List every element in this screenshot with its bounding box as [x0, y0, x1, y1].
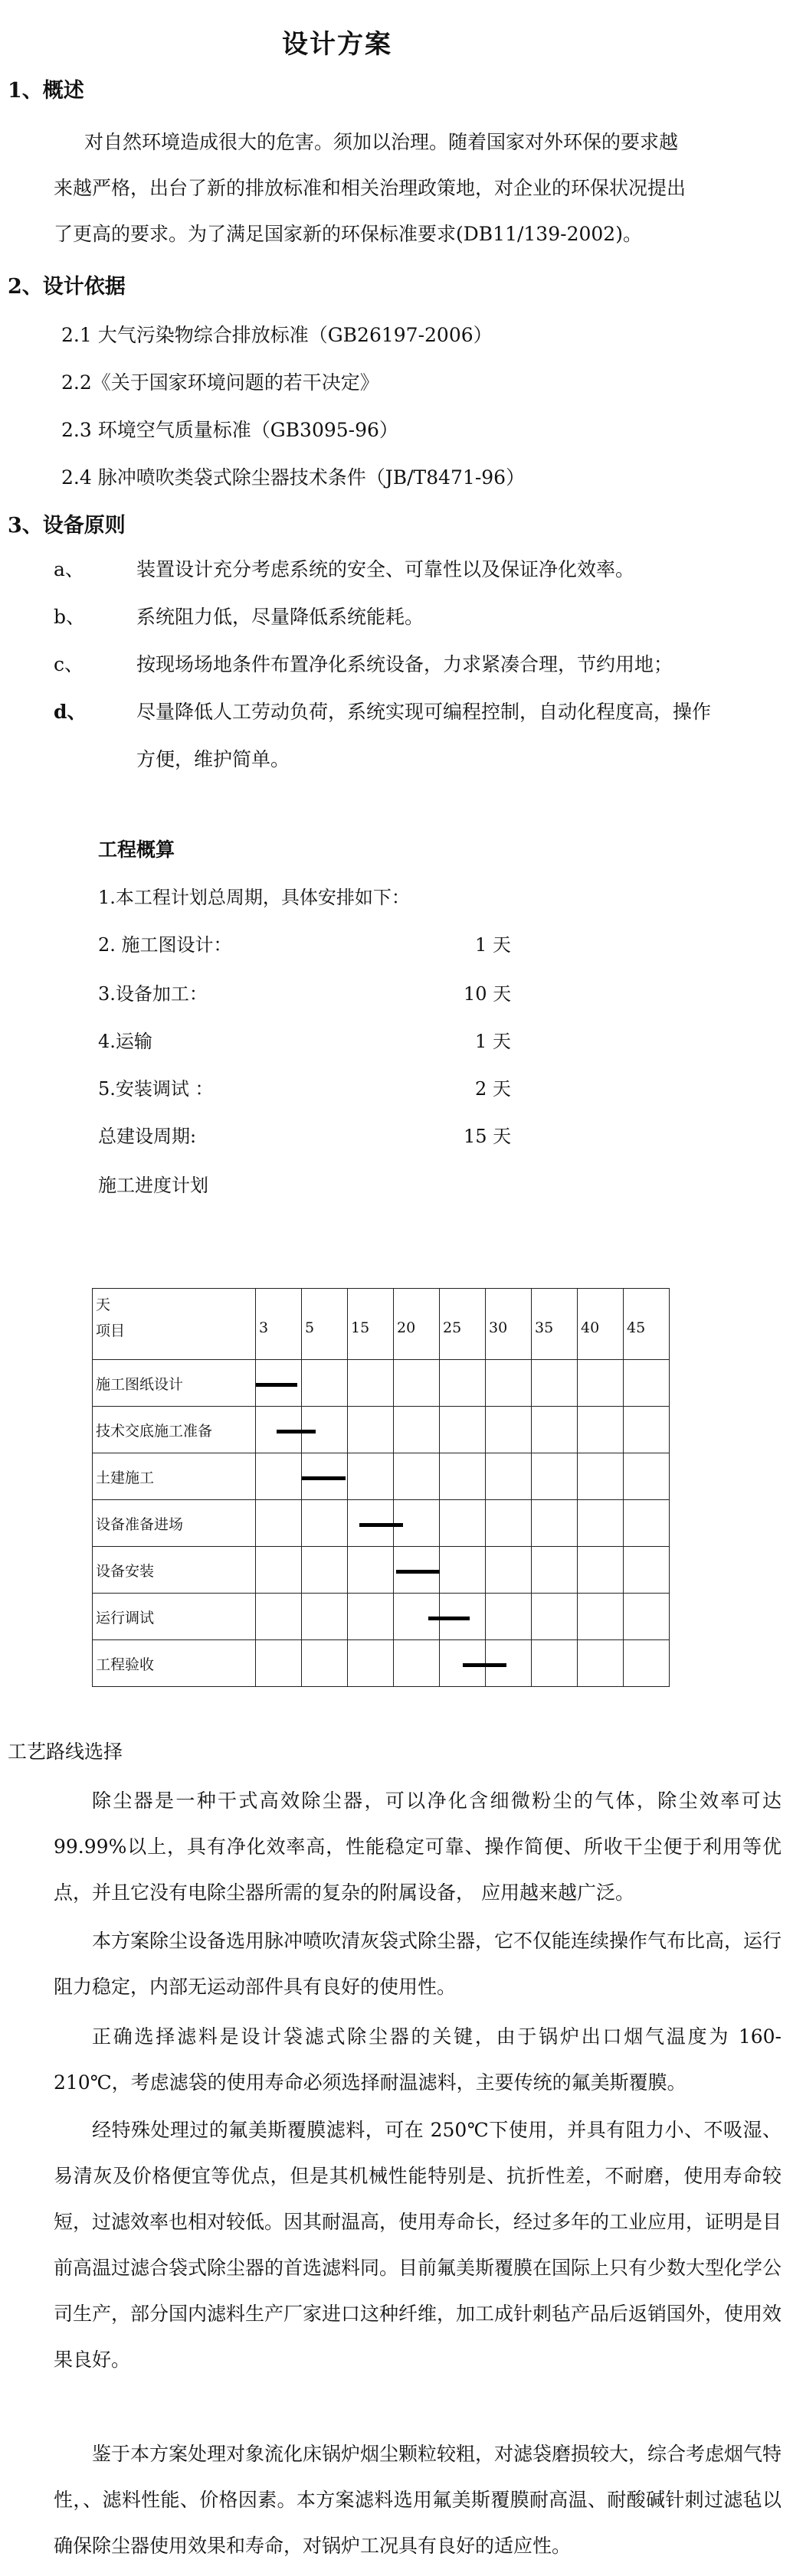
schedule-cell	[256, 1407, 302, 1453]
task-bar	[302, 1476, 346, 1480]
principle-text-a: 装置设计充分考虑系统的安全、可靠性以及保证净化效率。	[136, 558, 635, 580]
task-bar	[428, 1617, 470, 1620]
tick-cell	[348, 1289, 394, 1360]
tick-label: 45	[627, 1319, 646, 1336]
principle-text-b: 系统阻力低，尽量降低系统能耗。	[136, 606, 424, 628]
schedule-cell	[302, 1500, 348, 1547]
schedule-cell	[486, 1500, 532, 1547]
schedule-cell	[624, 1360, 670, 1407]
schedule-cell	[532, 1407, 578, 1453]
schedule-cell	[532, 1594, 578, 1640]
schedule-cell	[578, 1594, 624, 1640]
basis-item-4: 2.4 脉冲喷吹类袋式除尘器技术条件（JB/T8471-96）	[61, 466, 526, 489]
schedule-cell	[348, 1360, 394, 1407]
schedule-cell	[256, 1453, 302, 1500]
overview-line-3: 了更高的要求。为了满足国家新的环保标准要求(DB11/139-2002)。	[54, 223, 642, 245]
process-paragraph-5: 鉴于本方案处理对象流化床锅炉烟尘颗粒较粗，对滤袋磨损较大，综合考虑烟气特性，、滤料性能、价格因素。本方案滤料选用氟美斯覆膜耐高温、耐酸碱针刺过滤毡以确保除尘器使用效果和寿命，对锅炉工况具有良好的适应性。	[54, 2443, 782, 2557]
basis-item-1: 2.1 大气污染物综合排放标准（GB26197-2006）	[61, 324, 493, 346]
schedule-cell	[532, 1547, 578, 1594]
schedule-cell	[440, 1547, 486, 1594]
header-item-label: 项目	[96, 1322, 126, 1339]
schedule-cell	[624, 1594, 670, 1640]
task-name: 设备准备进场	[93, 1500, 256, 1547]
schedule-cell	[394, 1407, 440, 1453]
schedule-cell	[256, 1547, 302, 1594]
schedule-cell	[532, 1360, 578, 1407]
tick-label: 25	[443, 1319, 462, 1336]
schedule-cell	[394, 1640, 440, 1687]
estimate-row-label: 5.安装调试 ：	[98, 1078, 214, 1100]
tick-cell	[532, 1289, 578, 1360]
schedule-cell	[256, 1360, 302, 1407]
schedule-row	[93, 1594, 670, 1640]
schedule-cell	[440, 1360, 486, 1407]
task-name: 设备安装	[93, 1547, 256, 1594]
principle-text-d-cont: 方便，维护简单。	[136, 748, 290, 770]
basis-item-3: 2.3 环境空气质量标准（GB3095-96）	[61, 419, 398, 441]
schedule-cell	[532, 1453, 578, 1500]
tick-cell	[394, 1289, 440, 1360]
schedule-row	[93, 1453, 670, 1500]
schedule-cell	[348, 1407, 394, 1453]
principle-text-c: 按现场场地条件布置净化系统设备，力求紧凑合理，节约用地；	[136, 653, 673, 675]
schedule-cell	[302, 1547, 348, 1594]
schedule-cell	[256, 1594, 302, 1640]
principle-mark-a: a、	[54, 558, 84, 580]
schedule-cell	[440, 1407, 486, 1453]
schedule-header-cell	[93, 1289, 256, 1360]
tick-label: 20	[397, 1319, 416, 1336]
task-bar	[396, 1570, 440, 1574]
schedule-cell	[256, 1500, 302, 1547]
overview-line-1: 对自然环境造成很大的危害。须加以治理。随着国家对外环保的要求越	[84, 131, 679, 153]
section-heading-basis: 2、设计依据	[8, 275, 126, 299]
principle-mark-b: b、	[54, 606, 86, 628]
schedule-cell	[302, 1360, 348, 1407]
task-name: 土建施工	[93, 1453, 256, 1500]
page-title: 设计方案	[282, 29, 392, 60]
principle-mark-c: c、	[54, 653, 84, 675]
schedule-cell	[256, 1640, 302, 1687]
schedule-row	[93, 1640, 670, 1687]
estimate-row-days: 15 天	[464, 1126, 512, 1147]
task-bar	[359, 1523, 403, 1527]
estimate-row-label: 2. 施工图设计：	[98, 934, 232, 956]
schedule-cell	[624, 1640, 670, 1687]
schedule-cell	[578, 1453, 624, 1500]
section-heading-overview: 1、概述	[8, 79, 84, 103]
schedule-cell	[578, 1360, 624, 1407]
schedule-cell	[348, 1594, 394, 1640]
tick-label: 15	[351, 1319, 370, 1336]
process-paragraph-2: 本方案除尘设备选用脉冲喷吹清灰袋式除尘器，它不仅能连续操作气布比高，运行阻力稳定，内部无运动部件具有良好的使用性。	[54, 1930, 782, 1998]
process-paragraph-1: 除尘器是一种干式高效除尘器，可以净化含细微粉尘的气体，除尘效率可达 99.99%以上，具有净化效率高，性能稳定可靠、操作简便、所收干尘便于利用等优点，并且它没有电除尘器所需的复杂的附属设备， 应用越来越广泛。	[54, 1790, 782, 1904]
schedule-cell	[578, 1500, 624, 1547]
tick-cell	[486, 1289, 532, 1360]
schedule-table	[92, 1288, 670, 1687]
principle-mark-d: d、	[54, 701, 87, 723]
task-bar	[463, 1663, 506, 1667]
header-day-label: 天	[96, 1296, 111, 1313]
schedule-cell	[394, 1453, 440, 1500]
tick-cell	[302, 1289, 348, 1360]
schedule-cell	[486, 1360, 532, 1407]
schedule-cell	[440, 1500, 486, 1547]
schedule-cell	[394, 1360, 440, 1407]
basis-item-2: 2.2《关于国家环境问题的若干决定》	[61, 371, 379, 394]
task-name: 工程验收	[93, 1640, 256, 1687]
tick-cell	[624, 1289, 670, 1360]
tick-label: 35	[535, 1319, 554, 1336]
task-bar	[277, 1430, 316, 1433]
tick-label: 30	[489, 1319, 508, 1336]
estimate-row-days: 1 天	[475, 1031, 511, 1052]
estimate-heading: 工程概算	[98, 839, 175, 861]
estimate-row-label: 总建设周期:	[98, 1126, 197, 1147]
schedule-row	[93, 1500, 670, 1547]
estimate-row-label: 3.设备加工：	[98, 983, 208, 1005]
tick-cell	[256, 1289, 302, 1360]
schedule-cell	[624, 1407, 670, 1453]
schedule-row	[93, 1547, 670, 1594]
schedule-cell	[578, 1640, 624, 1687]
tick-label: 40	[581, 1319, 600, 1336]
plan-title: 施工进度计划	[98, 1175, 208, 1196]
estimate-row-days: 10 天	[464, 983, 512, 1005]
process-paragraph-4: 经特殊处理过的氟美斯覆膜滤料，可在 250℃下使用，并具有阻力小、不吸湿、易清灰及价格便宜等优点，但是其机械性能特别是、抗折性差，不耐磨，使用寿命较短，过滤效率也相对较低。因其耐温高，使用寿命长，经过多年的工业应用，证明是目前高温过滤合袋式除尘器的首选滤料同。目前氟美斯覆膜在国际上只有少数大型化学公司生产，部分国内滤料生产厂家进口这种纤维，加工成针刺毡产品后返销国外，使用效果良好。	[54, 2119, 782, 2371]
estimate-row-label: 4.运输	[98, 1031, 152, 1052]
schedule-row	[93, 1407, 670, 1453]
schedule-row	[93, 1360, 670, 1407]
schedule-header-row	[93, 1289, 670, 1360]
schedule-cell	[302, 1640, 348, 1687]
schedule-cell	[486, 1407, 532, 1453]
task-name: 施工图纸设计	[93, 1360, 256, 1407]
tick-label: 3	[259, 1319, 269, 1336]
schedule-cell	[532, 1500, 578, 1547]
process-heading: 工艺路线选择	[8, 1741, 123, 1763]
tick-cell	[578, 1289, 624, 1360]
section-heading-principles: 3、设备原则	[8, 514, 126, 538]
schedule-cell	[578, 1547, 624, 1594]
schedule-cell	[348, 1453, 394, 1500]
task-name: 运行调试	[93, 1594, 256, 1640]
schedule-cell	[624, 1547, 670, 1594]
process-paragraph-3: 正确选择滤料是设计袋滤式除尘器的关键，由于锅炉出口烟气温度为 160-210℃，考虑滤袋的使用寿命必须选择耐温滤料，主要传统的氟美斯覆膜。	[54, 2025, 782, 2094]
schedule-cell	[624, 1453, 670, 1500]
schedule-cell	[348, 1547, 394, 1594]
schedule-cell	[486, 1594, 532, 1640]
schedule-cell	[440, 1453, 486, 1500]
principle-text-d: 尽量降低人工劳动负荷，系统实现可编程控制，自动化程度高，操作	[136, 701, 712, 723]
schedule-cell	[348, 1640, 394, 1687]
estimate-row-days: 1 天	[475, 934, 511, 956]
estimate-intro: 1.本工程计划总周期，具体安排如下：	[98, 887, 410, 908]
task-name: 技术交底施工准备	[93, 1407, 256, 1453]
schedule-cell	[302, 1594, 348, 1640]
tick-label: 5	[305, 1319, 315, 1336]
schedule-cell	[486, 1547, 532, 1594]
schedule-cell	[532, 1640, 578, 1687]
schedule-cell	[486, 1453, 532, 1500]
schedule-cell	[578, 1407, 624, 1453]
overview-line-2: 来越严格，出台了新的排放标准和相关治理政策地，对企业的环保状况提出	[54, 177, 687, 199]
estimate-row-days: 2 天	[475, 1078, 511, 1100]
tick-cell	[440, 1289, 486, 1360]
schedule-cell	[624, 1500, 670, 1547]
task-bar	[256, 1383, 297, 1387]
